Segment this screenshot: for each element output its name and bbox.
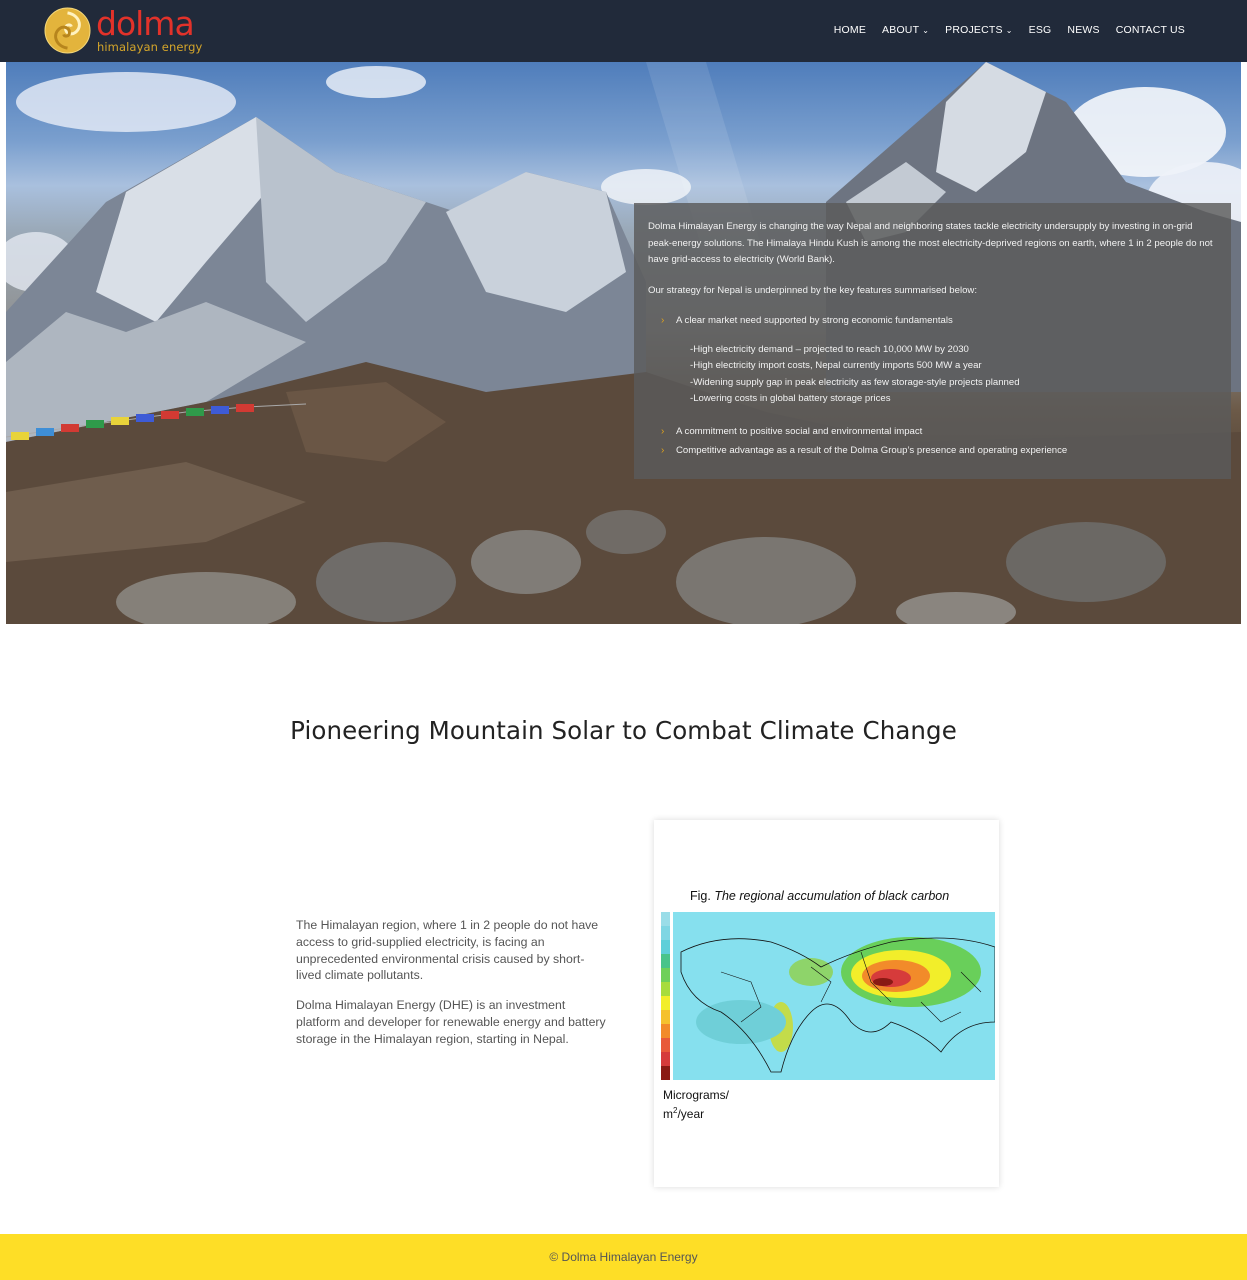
list-item	[648, 424, 1217, 441]
nav-news[interactable]	[1067, 24, 1099, 36]
nav-about-label: ABOUT	[882, 24, 920, 36]
sub-points-list	[648, 342, 1217, 408]
dolma-logo-icon	[44, 7, 91, 54]
brand-name: dolma	[96, 4, 194, 43]
bullet-text: A clear market need supported by strong economic fundamentals	[676, 315, 953, 326]
section-title: Pioneering Mountain Solar to Combat Climate Change	[290, 716, 957, 745]
list-item	[648, 443, 1217, 460]
nav-projects-label: PROJECTS	[945, 24, 1003, 36]
nav-projects[interactable]	[945, 24, 1013, 36]
chevron-down-icon: ⌄	[922, 25, 930, 35]
hero-banner	[6, 62, 1241, 624]
sub-point: -Widening supply gap in peak electricity as few storage-style projects planned	[690, 376, 1020, 388]
main-nav	[818, 24, 1185, 36]
hero-strategy-text: Our strategy for Nepal is underpinned by the key features summarised below:	[648, 284, 978, 296]
figure-caption	[690, 889, 949, 903]
site-logo[interactable]	[44, 4, 214, 55]
black-carbon-map-image	[661, 912, 995, 1080]
unit-base: m	[663, 1107, 673, 1121]
site-footer	[0, 1234, 1247, 1280]
unit-line-2	[663, 1103, 729, 1122]
nav-about[interactable]	[882, 24, 929, 36]
chevron-right-icon: ›	[661, 425, 665, 437]
intro-paragraph-1: The Himalayan region, where 1 in 2 people do not have access to grid-supplied electricity, is facing an unprecedented environmental crisis caused by short-lived climate pollutants.	[296, 918, 599, 983]
nav-esg-label: ESG	[1028, 24, 1052, 36]
hero-text-panel	[634, 203, 1231, 479]
hero-intro-text: Dolma Himalayan Energy is changing the way Nepal and neighboring states tackle electricity undersupply by investing in on-grid peak-energy solutions. The Himalaya Hindu Kush is among the most electricity-deprived regions on earth, where 1 in 2 people do not have grid-access to electricity (World Bank).	[648, 221, 1213, 265]
nav-home[interactable]	[834, 24, 866, 36]
chevron-down-icon: ⌄	[1005, 25, 1013, 35]
nav-contact[interactable]	[1116, 24, 1185, 36]
nav-home-label: HOME	[833, 24, 867, 36]
nav-esg[interactable]	[1029, 24, 1052, 36]
nav-news-label: NEWS	[1067, 24, 1100, 36]
sub-point: -High electricity import costs, Nepal currently imports 500 MW a year	[690, 360, 982, 372]
list-item	[648, 313, 1217, 330]
intro-paragraph-2: Dolma Himalayan Energy (DHE) is an investment platform and developer for renewable energy and battery storage in the Himalayan region, starting in Nepal.	[296, 998, 606, 1046]
nav-contact-label: CONTACT US	[1115, 24, 1185, 36]
intro-text-block	[296, 917, 606, 1061]
unit-line-1: Micrograms/	[663, 1088, 730, 1102]
figure-unit-label	[663, 1088, 729, 1122]
sub-point: -High electricity demand – projected to reach 10,000 MW by 2030	[690, 343, 969, 355]
unit-rest: /year	[677, 1107, 705, 1121]
top-navbar	[0, 0, 1247, 62]
chevron-right-icon: ›	[661, 445, 665, 457]
sub-point: -Lowering costs in global battery storage prices	[690, 393, 891, 405]
chevron-right-icon: ›	[661, 315, 665, 326]
bullet-text: A commitment to positive social and environmental impact	[676, 425, 923, 437]
figure-prefix: Fig.	[690, 889, 711, 903]
figure-title: The regional accumulation of black carbon	[714, 889, 950, 903]
bullet-text: Competitive advantage as a result of the Dolma Group’s presence and operating experience	[676, 445, 1068, 457]
brand-tagline: himalayan energy	[97, 40, 203, 54]
footer-copyright: © Dolma Himalayan Energy	[549, 1250, 698, 1264]
unit-sup: 2	[673, 1106, 678, 1115]
black-carbon-figure	[654, 820, 999, 1187]
